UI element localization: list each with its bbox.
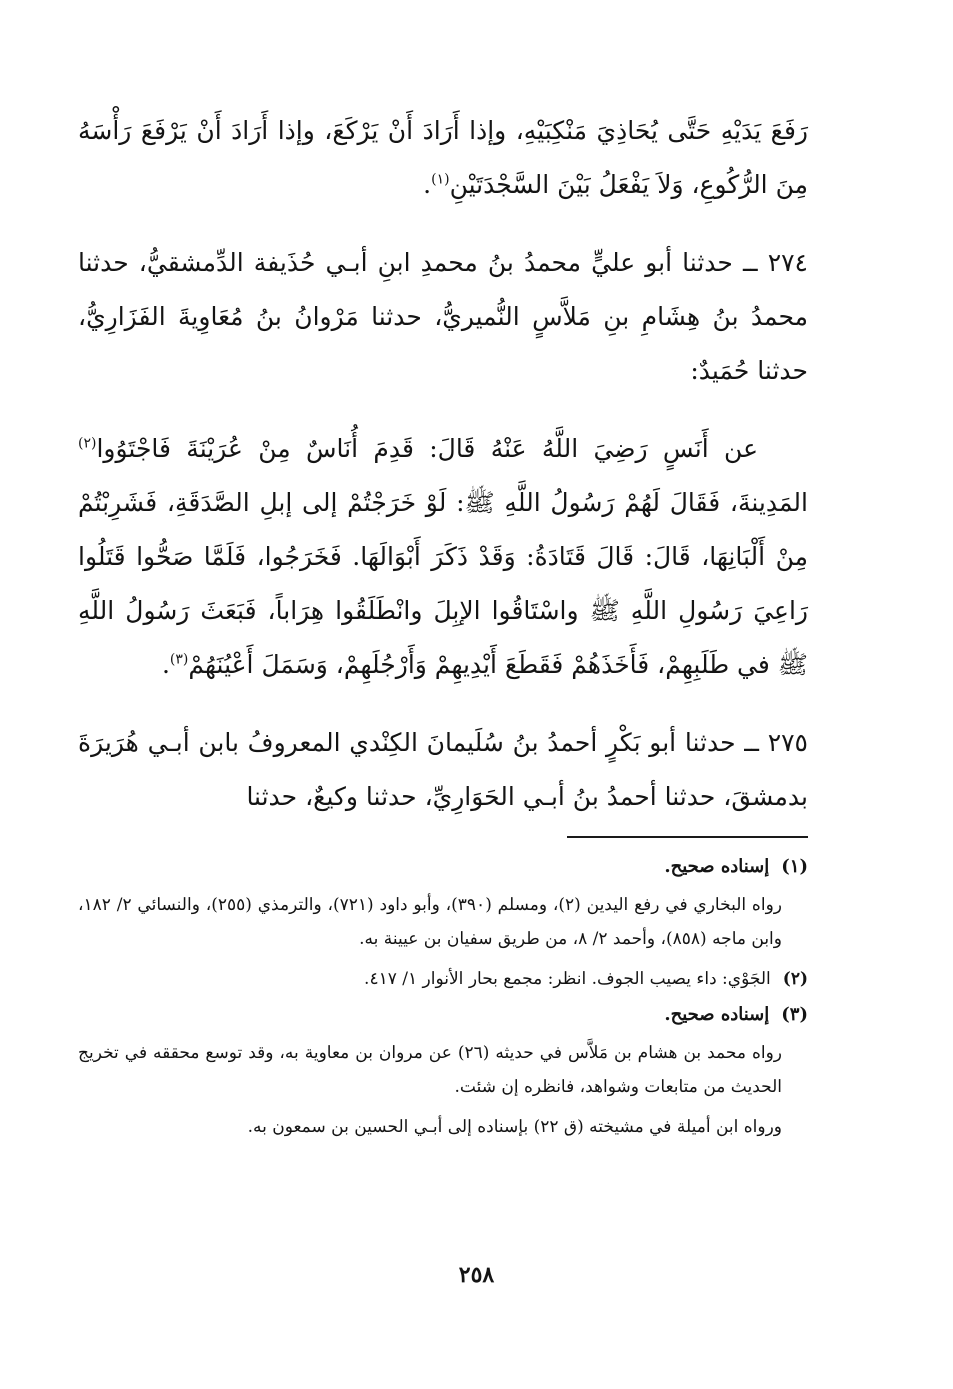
footnote-1-title: إسناده صحيح. — [664, 856, 770, 877]
page-number: ٢٥٨ — [458, 1262, 495, 1288]
main-text — [78, 104, 808, 848]
paragraph-text: رَفَعَ يَدَيْهِ حَتَّى يُحَاذِيَ مَنْكِبَيْهِ، وإذا أَرَادَ أَنْ يَرْكَعَ، وإذا أَرَادَ أَنْ يَرْفَعَ رَأْسَهُ مِنَ الرُّكُوعِ، وَلاَ يَفْعَلُ بَيْنَ السَّجْدَتَيْنِ — [78, 116, 808, 199]
footnote-3-body-2: ورواه ابن أميلة في مشيخته (ق ٢٢) بإسناده إلى أبـي الحسين بن سمعون به. — [247, 1117, 782, 1137]
paragraph-text: ٢٧٥ ــ حدثنا أبو بَكْرٍ أحمدُ بنُ سُلَيمانَ الكِنْدي المعروفُ بابن أبـي هُرَيرَةَ بدمشقَ، حدثنا أحمدُ بنُ أبـي الحَوَارِيِّ، حدثنا وكيعٌ، حدثنا — [78, 728, 808, 811]
footnote-1-number: (١) — [781, 856, 808, 877]
footnote-3-body: رواه محمد بن هشام بن مَلاَّس في حديثه (٢٦) عن مروان بن معاوية به، وقد توسع محققه في تخريج الحديث من متابعات وشواهد، فانظره إن شئت. — [78, 1043, 782, 1097]
footnote-2 — [78, 962, 808, 996]
paragraph-text-cont: المَدِينةَ، فَقَالَ لَهُمْ رَسُولُ اللَّهِ ﷺ: لَوْ خَرَجْتُمْ إلى إبلِ الصَّدَقَةِ، فَشَرِبْتُمْ مِنْ أَلْبَانِهَا، قَالَ: قَالَ قَتَادَةُ: وَقَدْ ذَكَرَ أَبْوَالَهَا. فَخَرَجُوا، فَلَمَّا صَحُّوا قَتَلُوا رَاعِيَ رَسُولِ اللَّهِ ﷺ واسْتَاقُوا الإبِلَ وانْطَلَقُوا هِرَاباً، فَبَعَثَ رَسُولُ اللَّهِ ﷺ في طَلَبِهِمْ، فَأَخَذَهُمْ فَقَطَعَ أَيْدِيهِمْ وَأَرْجُلَهِمْ، وَسَمَلَ أَعْيُنَهُمْ — [78, 488, 808, 679]
footnote-ref-1: (١) — [431, 171, 450, 188]
hadith-274-chain — [78, 236, 808, 398]
paragraph-continuation — [78, 104, 808, 212]
hadith-274-text — [78, 422, 808, 692]
footnote-3-title: إسناده صحيح. — [664, 1004, 770, 1025]
footnote-1-heading — [78, 850, 808, 884]
footnote-separator — [567, 836, 808, 838]
footnote-ref-3: (٣) — [169, 651, 189, 668]
paragraph-text: ٢٧٤ ــ حدثنا أبو عليٍّ محمدُ بنُ محمدِ ابنِ أبـي حُذَيفة الدِّمشقيُّ، حدثنا محمدُ بنُ هِشَامِ بنِ مَلاَّسٍ النُّميريُّ، حدثنا مَرْوانُ بنُ مُعَاوِيةَ الفَزَارِيُّ، حدثنا حُمَيدٌ: — [78, 248, 808, 385]
footnotes — [78, 850, 808, 1150]
paragraph-text: عن أَنَسٍ رَضِيَ اللَّهُ عَنْهُ قَالَ: قَدِمَ أُنَاسٌ مِنْ عُرَيْنَةَ فَاجْتَوُوا — [96, 434, 758, 463]
footnote-2-text: الجَوْي: داء يصيب الجوف. انظر: مجمع بحار الأنوار ١/ ٤١٧. — [364, 969, 771, 989]
paragraph-end: . — [423, 170, 432, 199]
paragraph-end: . — [161, 650, 170, 679]
footnote-3-number: (٣) — [781, 1004, 808, 1025]
hadith-275-chain — [78, 716, 808, 824]
footnote-2-number: (٢) — [782, 969, 808, 989]
footnote-1-body: رواه البخاري في رفع اليدين (٢)، ومسلم (٣٩٠)، وأبو داود (٧٢١)، والترمذي (٢٥٥)، والنسائي ٢/ ١٨٢، وابن ماجه (٨٥٨)، وأحمد ٢/ ٨، من طريق سفيان بن عيينة به. — [78, 895, 782, 949]
footnote-ref-2: (٢) — [78, 435, 97, 452]
footnote-3-heading — [78, 998, 808, 1032]
